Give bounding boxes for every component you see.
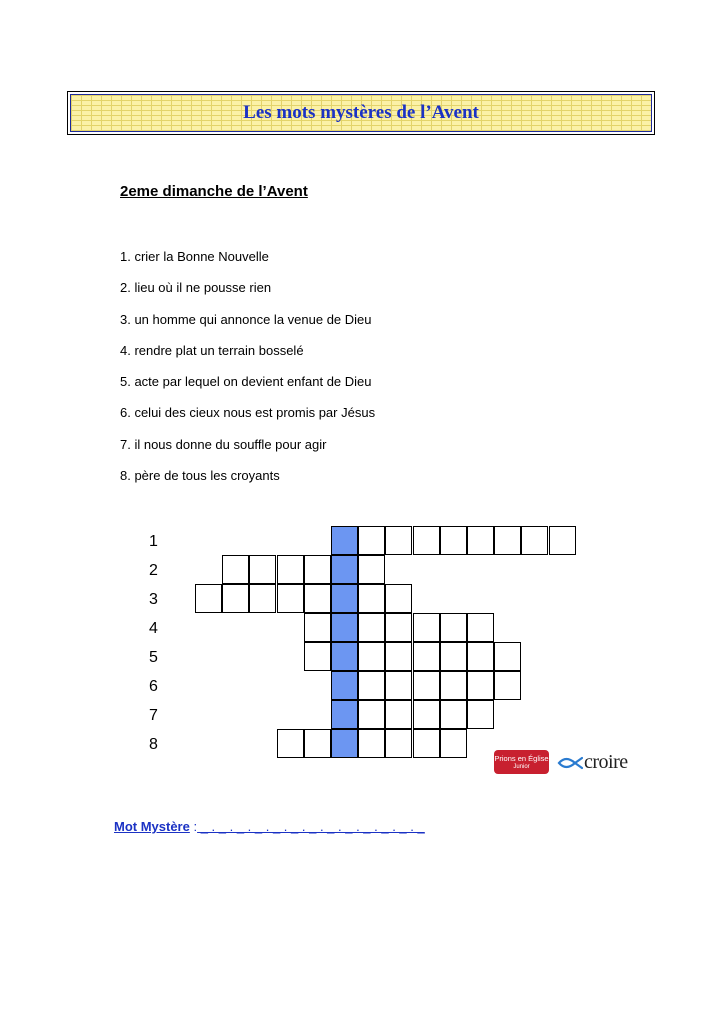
grid-cell[interactable]	[385, 671, 412, 700]
grid-cell[interactable]	[521, 526, 548, 555]
grid-cell[interactable]	[467, 642, 494, 671]
clue-item: 2. lieu où il ne pousse rien	[120, 280, 272, 296]
grid-cell[interactable]	[277, 729, 304, 758]
grid-cell[interactable]	[304, 613, 331, 642]
clue-item: 1. crier la Bonne Nouvelle	[120, 249, 269, 264]
clue-list	[120, 249, 375, 499]
page-title: Les mots mystères de l’Avent	[243, 102, 479, 123]
grid-cell[interactable]	[222, 555, 249, 584]
grid-cell[interactable]	[304, 729, 331, 758]
grid-cell[interactable]	[249, 555, 276, 584]
mystery-cell[interactable]	[331, 729, 358, 758]
mystery-cell[interactable]	[331, 584, 358, 613]
grid-cell[interactable]	[195, 584, 222, 613]
clue-item: 5. acte par lequel on devient enfant de Dieu	[120, 374, 372, 390]
grid-cell[interactable]	[222, 584, 249, 613]
row-number: 5	[149, 649, 158, 666]
grid-cell[interactable]	[304, 555, 331, 584]
mystery-cell[interactable]	[331, 700, 358, 729]
mystery-cell[interactable]	[331, 671, 358, 700]
subtitle: 2eme dimanche de l’Avent	[120, 183, 308, 200]
mystery-word-colon: :	[189, 819, 198, 834]
grid-cell[interactable]	[494, 642, 521, 671]
grid-cell[interactable]	[413, 613, 440, 642]
grid-cell[interactable]	[440, 642, 467, 671]
grid-cell[interactable]	[413, 700, 440, 729]
grid-cell[interactable]	[358, 555, 385, 584]
grid-cell[interactable]	[467, 613, 494, 642]
grid-cell[interactable]	[440, 671, 467, 700]
grid-cell[interactable]	[413, 642, 440, 671]
grid-cell[interactable]	[440, 729, 467, 758]
grid-cell[interactable]	[358, 729, 385, 758]
row-number: 3	[149, 591, 158, 608]
grid-cell[interactable]	[467, 700, 494, 729]
grid-cell[interactable]	[385, 700, 412, 729]
grid-cell[interactable]	[358, 613, 385, 642]
prions-logo-subtext: Junior	[513, 764, 530, 770]
grid-cell[interactable]	[494, 671, 521, 700]
grid-cell[interactable]	[358, 671, 385, 700]
grid-cell[interactable]	[358, 700, 385, 729]
clue-item: 8. père de tous les croyants	[120, 468, 280, 484]
grid-cell[interactable]	[358, 642, 385, 671]
fish-icon	[557, 755, 583, 771]
grid-cell[interactable]	[304, 584, 331, 613]
grid-cell[interactable]	[413, 671, 440, 700]
grid-cell[interactable]	[358, 526, 385, 555]
grid-cell[interactable]	[249, 584, 276, 613]
clue-item: 6. celui des cieux nous est promis par Jésus	[120, 405, 376, 421]
prions-en-eglise-logo	[494, 750, 549, 774]
croire-logo-text: croire	[584, 751, 628, 773]
title-banner	[67, 91, 655, 135]
mystery-cell[interactable]	[331, 526, 358, 555]
clue-item: 4. rendre plat un terrain bosselé	[120, 342, 304, 358]
mystery-cell[interactable]	[331, 555, 358, 584]
grid-cell[interactable]	[413, 526, 440, 555]
row-number: 4	[149, 620, 158, 637]
row-number: 2	[149, 562, 158, 579]
mystery-word-blanks[interactable]: _ . _ . _ . _ . _ . _ . _ . _ . _ . _ . _ . _ . _	[197, 819, 425, 834]
grid-cell[interactable]	[440, 613, 467, 642]
clue-item: 7. il nous donne du souffle pour agir	[120, 436, 327, 452]
mystery-cell[interactable]	[331, 642, 358, 671]
clue-item: 3. un homme qui annonce la venue de Dieu	[120, 311, 372, 327]
grid-cell[interactable]	[385, 526, 412, 555]
grid-cell[interactable]	[467, 671, 494, 700]
mystery-word-label: Mot Mystère	[114, 819, 190, 834]
grid-cell[interactable]	[277, 555, 304, 584]
mystery-word-line	[114, 819, 425, 834]
grid-cell[interactable]	[549, 526, 576, 555]
row-number: 6	[149, 678, 158, 695]
grid-cell[interactable]	[277, 584, 304, 613]
grid-cell[interactable]	[304, 642, 331, 671]
row-number: 8	[149, 736, 158, 753]
mystery-cell[interactable]	[331, 613, 358, 642]
grid-cell[interactable]	[358, 584, 385, 613]
grid-cell[interactable]	[494, 526, 521, 555]
grid-cell[interactable]	[413, 729, 440, 758]
grid-cell[interactable]	[440, 526, 467, 555]
row-number: 7	[149, 707, 158, 724]
grid-cell[interactable]	[467, 526, 494, 555]
grid-cell[interactable]	[385, 613, 412, 642]
grid-cell[interactable]	[440, 700, 467, 729]
prions-logo-text: Prions en Église	[494, 754, 549, 763]
croire-logo	[557, 751, 628, 774]
row-number: 1	[149, 533, 158, 550]
grid-cell[interactable]	[385, 584, 412, 613]
title-banner-inner	[70, 94, 652, 132]
grid-cell[interactable]	[385, 642, 412, 671]
grid-cell[interactable]	[385, 729, 412, 758]
